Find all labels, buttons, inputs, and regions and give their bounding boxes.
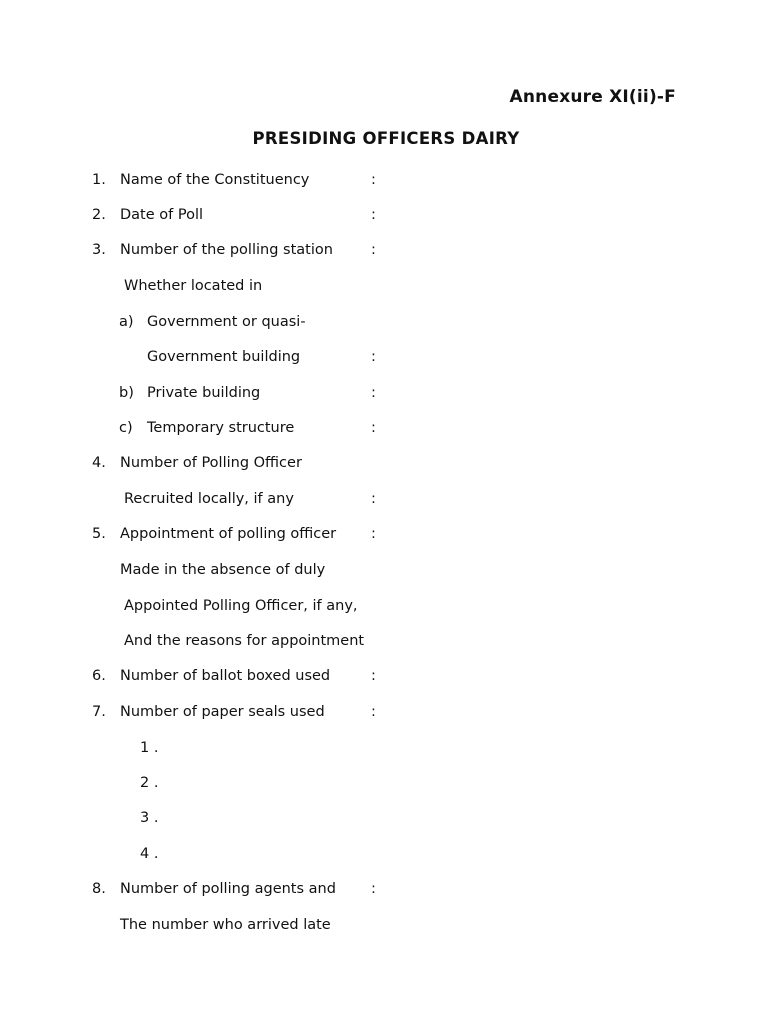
seal-number: 4 . [140, 846, 159, 862]
colon: : [371, 491, 376, 507]
item-number: 5. [92, 526, 106, 542]
seal-number: 1 . [140, 740, 159, 756]
item-label: Made in the absence of duly [120, 562, 326, 578]
item-number: 2. [92, 207, 106, 223]
item-label: Number of polling agents and [120, 881, 336, 897]
item-number: 8. [92, 881, 106, 897]
item-label: Private building [147, 385, 261, 401]
colon: : [371, 526, 376, 542]
colon: : [371, 420, 376, 436]
colon: : [371, 385, 376, 401]
subitem-letter: b) [119, 385, 134, 401]
seal-number: 3 . [140, 810, 159, 826]
item-number: 1. [92, 172, 106, 188]
item-label: And the reasons for appointment [124, 633, 365, 649]
item-label: Appointed Polling Officer, if any, [124, 598, 358, 614]
item-label: Number of paper seals used [120, 704, 325, 720]
item-label: Recruited locally, if any [124, 491, 294, 507]
colon: : [371, 207, 376, 223]
item-number: 4. [92, 455, 106, 471]
item-label: The number who arrived late [120, 917, 331, 933]
item-label: Appointment of polling officer [120, 526, 337, 542]
item-label: Government or quasi- [147, 314, 306, 330]
colon: : [371, 172, 376, 188]
item-label: Number of the polling station [120, 242, 333, 258]
colon: : [371, 668, 376, 684]
item-label: Date of Poll [120, 207, 204, 223]
colon: : [371, 242, 376, 258]
item-number: 6. [92, 668, 106, 684]
item-label: Temporary structure [147, 420, 295, 436]
colon: : [371, 349, 376, 365]
page-title: PRESIDING OFFICERS DAIRY [252, 129, 520, 148]
item-label: Name of the Constituency [120, 172, 310, 188]
item-label: Number of Polling Officer [120, 455, 302, 471]
item-number: 7. [92, 704, 106, 720]
colon: : [371, 704, 376, 720]
colon: : [371, 881, 376, 897]
item-label: Number of ballot boxed used [120, 668, 331, 684]
item-label: Government building [147, 349, 301, 365]
item-number: 3. [92, 242, 106, 258]
subitem-letter: a) [119, 314, 134, 330]
subitem-letter: c) [119, 420, 133, 436]
seal-number: 2 . [140, 775, 159, 791]
annexure-label: Annexure XI(ii)-F [509, 87, 676, 107]
item-label: Whether located in [124, 278, 263, 294]
